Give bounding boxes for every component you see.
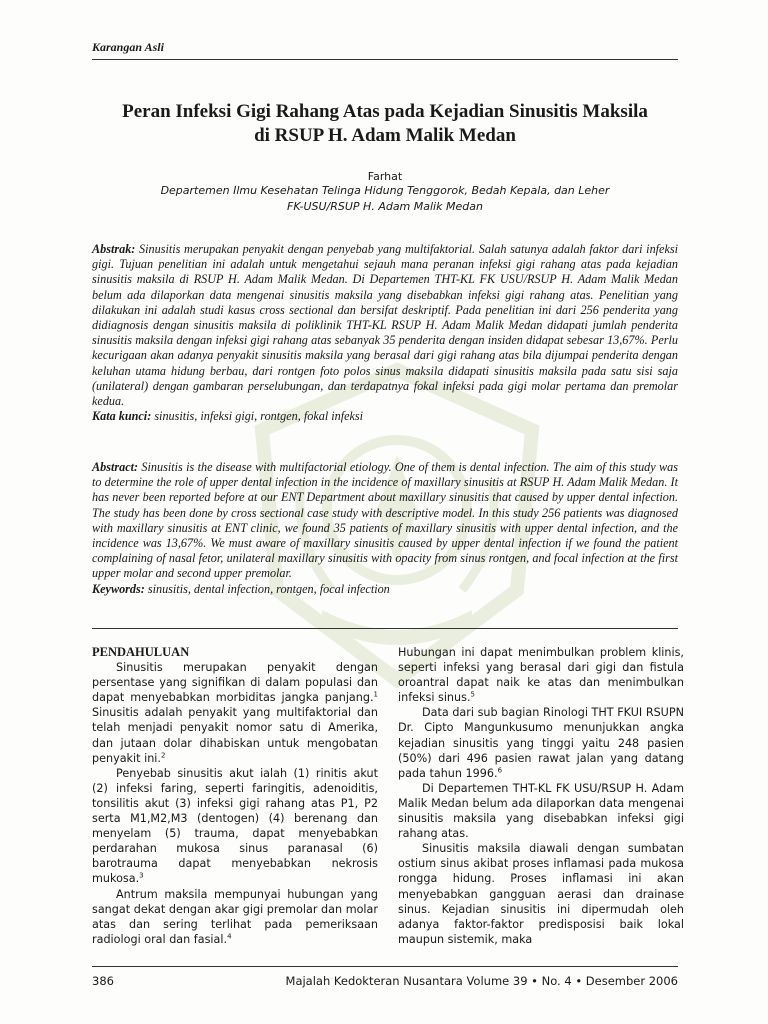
body-rule xyxy=(92,628,678,629)
kata-kunci-line xyxy=(92,409,678,424)
footer-rule xyxy=(92,966,678,967)
left-paragraph-1: Sinusitis merupakan penyakit dengan persentase yang signifikan di dalam populasi dan dapat menyebabkan morbiditas jangka panjang.$^1$ Sinusitis adalah penyakit yang multifaktorial dan telah menjadi penyakit nomor satu di Amerika, dan jutaan dolar dihabiskan untuk mengobatan penyakit ini.$^2$ xyxy=(92,661,378,765)
affiliation-line-1: Departemen Ilmu Kesehatan Telinga Hidung Tenggorok, Bedah Kepala, dan Leher xyxy=(160,184,610,197)
kata-kunci-label: Kata kunci: xyxy=(92,409,152,424)
right-paragraph-3: Di Departemen THT-KL FK USU/RSUP H. Adam Malik Medan belum ada dilaporkan data mengenai sinusitis maksila yang disebabkan infeksi gigi rahang atas. xyxy=(398,781,684,841)
journal-citation: Majalah Kedokteran Nusantara Volume 39 • No. 4 • Desember 2006 xyxy=(285,974,678,988)
right-paragraph-1: Hubungan ini dapat menimbulkan problem klinis, seperti infeksi yang berasal dari gigi dan fistula oroantral dapat naik ke atas dan menimbulkan infeksi sinus.$^5$ xyxy=(398,646,684,705)
left-paragraph-3: Antrum maksila mempunyai hubungan yang sangat dekat dengan akar gigi premolar dan molar atas dan sering terlihat pada pemeriksaan radiologi oral dan fasial.$^4$ xyxy=(92,887,378,946)
affiliation-line-2: FK-USU/RSUP H. Adam Malik Medan xyxy=(287,200,483,213)
title-line-2: di RSUP H. Adam Malik Medan xyxy=(254,125,516,146)
section-heading: PENDAHULUAN xyxy=(92,645,190,659)
keywords-label: Keywords: xyxy=(92,581,145,596)
section-label: Karangan Asli xyxy=(92,40,164,54)
keywords-line xyxy=(92,582,678,597)
article-title xyxy=(92,100,678,148)
body-right-column xyxy=(398,645,684,947)
keywords-text: sinusitis, dental infection, rontgen, focal infection xyxy=(147,581,390,596)
body-left-column xyxy=(92,645,378,947)
abstrak-text: Sinusitis merupakan penyakit dengan penyebab yang multifaktorial. Salah satunya adalah faktor dari infeksi gigi. Tujuan penelitian ini adalah untuk mengetahui sejauh mana peranan infeksi gigi rahang atas pada kejadian sinusitis maksila di RSUP H. Adam Malik Medan. Di Departemen THT-KL FK USU/RSUP H. Adam Malik Medan belum ada dilaporkan data mengenai sinusitis maksila yang disebabkan infeksi gigi rahang atas. Penelitian yang dilakukan ini adalah studi kasus cross sectional dan bersifat deskriptif. Pada penelitian ini dari 256 penderita yang didiagnosis dengan sinusitis maksila di poliklinik THT-KL RSUP H. Adam Malik Medan didapati jumlah penderita sinusitis maksila dengan infeksi gigi rahang atas sebanyak 35 penderita dengan insiden didapat sebesar 13,67%. Perlu kecurigaan akan adanya penyakit sinusitis maksila yang berasal dari gigi rahang atas bila dijumpai penderita dengan keluhan utama hidung berbau, dari rontgen foto polos sinus maksila didapati sinusitis maksila pada satu sisi saja (unilateral) dengan gambaran perselubungan, dan terdapatnya fokal infeksi pada gigi molar pertama dan premolar kedua. xyxy=(92,242,678,409)
kata-kunci-text: sinusitis, infeksi gigi, rontgen, fokal infeksi xyxy=(154,409,364,424)
abstrak-label: Abstrak: xyxy=(92,242,136,256)
abstract-text: Sinusitis is the disease with multifactorial etiology. One of them is dental infection. The aim of this study was to determine the role of upper dental infection in the incidence of maxillary sinusitis at RSUP H. Adam Malik Medan. It has never been reported before at our ENT Department about maxillary sinusitis that caused by upper dental infection. The study has been done by cross sectional case study with descriptive model. In this study 256 patients was diagnosed with maxillary sinusitis at ENT clinic, we found 35 patients of maxillary sinusitis with upper dental infection, and the incidence was 13,67%. We must aware of maxillary sinusitis caused by upper dental infection if we found the patient complaining of nasal fetor, unilateral maxillary sinusitis with opacity from sinus rontgen, and focal infection at the first upper molar and second upper premolar. xyxy=(92,460,679,581)
title-line-1: Peran Infeksi Gigi Rahang Atas pada Kejadian Sinusitis Maksila xyxy=(122,101,648,122)
abstract-label: Abstract: xyxy=(92,460,139,474)
right-paragraph-4: Sinusitis maksila diawali dengan sumbatan ostium sinus akibat proses inflamasi pada mukosa rongga hidung. Proses inflamasi ini akan menyebabkan gangguan aerasi dan drainase sinus. Kejadian sinusitis ini dipermudah oleh adanya faktor-faktor predisposisi baik lokal maupun sistemik, maka xyxy=(398,842,684,946)
author-affiliation xyxy=(92,183,678,215)
author-name: Farhat xyxy=(367,170,403,183)
abstract-indonesian xyxy=(92,242,678,424)
abstract-english xyxy=(92,460,678,597)
header-rule xyxy=(92,59,678,60)
left-paragraph-2: Penyebab sinusitis akut ialah (1) rinitis akut (2) infeksi faring, seperti faringitis, adenoiditis, tonsilitis akut (3) infeksi gigi rahang atas P1, P2 serta M1,M2,M3 (dentogen) (4) berenang dan menyelam (5) trauma, dapat menyebabkan perdarahan mukosa sinus paranasal (6) barotrauma dapat menyebabkan nekrosis mukosa.$^3$ xyxy=(92,766,378,886)
page-number: 386 xyxy=(92,974,114,988)
right-paragraph-2: Data dari sub bagian Rinologi THT FKUI RSUPN Dr. Cipto Mangunkusumo menunjukkan angka kejadian sinusitis yang tinggi yaitu 248 pasien (50%) dari 496 pasien rawat jalan yang datang pada tahun 1996.$^6$ xyxy=(398,706,684,780)
